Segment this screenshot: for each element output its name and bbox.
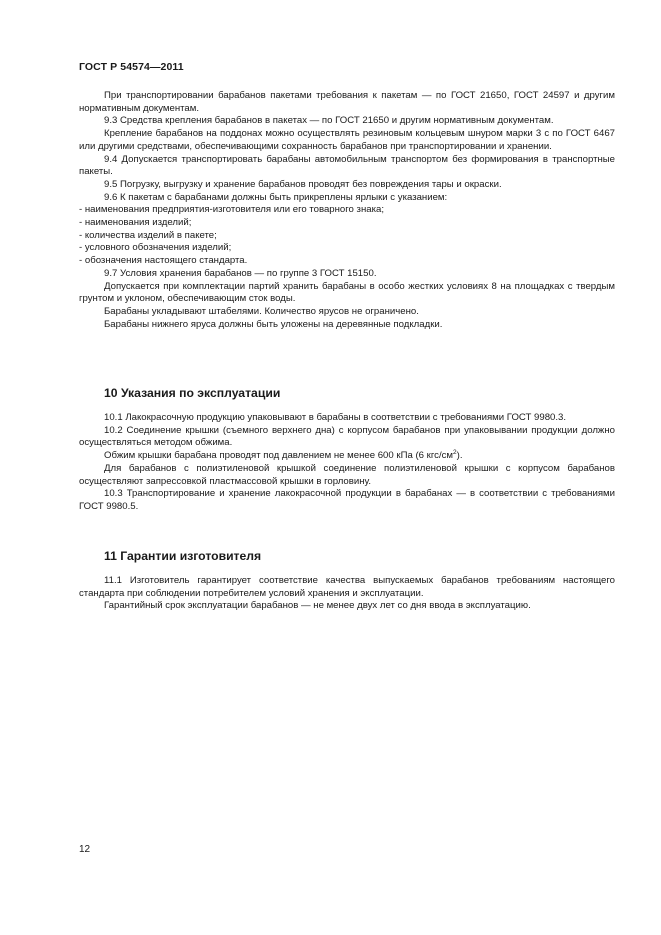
standard-header: ГОСТ Р 54574—2011 bbox=[79, 61, 184, 73]
paragraph: 10.2 Соединение крышки (съемного верхнего дна) с корпусом барабанов при упаковывании продукции должно осуществляться методом обжима. bbox=[79, 424, 615, 449]
paragraph: 11.1 Изготовитель гарантирует соответствие качества выпускаемых барабанов требованиям настоящего стандарта при соблюдении потребителем условий хранения и эксплуатации. bbox=[79, 575, 615, 599]
paragraph: 10.1 Лакокрасочную продукцию упаковывают в барабаны в соответствии с требованиями ГОСТ 9980.3. bbox=[104, 412, 567, 423]
paragraph bbox=[79, 450, 615, 463]
paragraph: Гарантийный срок эксплуатации барабанов — не менее двух лет со дня ввода в эксплуатацию. bbox=[104, 600, 531, 612]
paragraph: 9.5 Погрузку, выгрузку и хранение барабанов проводят без повреждения тары и окраски. bbox=[104, 178, 502, 190]
list-item: - обозначения настоящего стандарта. bbox=[79, 255, 248, 267]
paragraph: 10.3 Транспортирование и хранение лакокрасочной продукции в барабанах — в соответствии с требованиями ГОСТ 9980.5. bbox=[79, 488, 615, 512]
section-9-text bbox=[79, 90, 615, 331]
list-item: - наименования изделий; bbox=[79, 217, 192, 229]
paragraph: 9.6 К пакетам с барабанами должны быть прикреплены ярлыки с указанием: bbox=[104, 191, 448, 203]
paragraph: При транспортировании барабанов пакетами требования к пакетам — по ГОСТ 21650, ГОСТ 24597 и другим нормативным документам. bbox=[79, 90, 615, 114]
paragraph: 9.7 Условия хранения барабанов — по группе 3 ГОСТ 15150. bbox=[104, 267, 377, 279]
paragraph: Крепление барабанов на поддонах можно осуществлять резиновым кольцевым шнуром марки 3 с по ГОСТ 6467 или другими средствами, обеспечивающими сохранность барабанов при транспортировании и хранении. bbox=[79, 128, 615, 152]
paragraph: 9.3 Средства крепления барабанов в пакетах — по ГОСТ 21650 и другим нормативным документам. bbox=[104, 115, 554, 127]
paragraph: Барабаны укладывают штабелями. Количество ярусов не ограничено. bbox=[104, 305, 419, 317]
paragraph-text: Обжим крышки барабана проводят под давлением не менее 600 кПа (6 кгс/см bbox=[104, 450, 454, 462]
superscript: 2 bbox=[453, 448, 457, 456]
paragraph: Барабаны нижнего яруса должны быть уложены на деревянные подкладки. bbox=[104, 318, 443, 330]
paragraph-text: ). bbox=[456, 450, 463, 462]
section-11-heading: 11 Гарантии изготовителя bbox=[104, 549, 262, 563]
section-10-text bbox=[79, 412, 615, 514]
paragraph: Для барабанов с полиэтиленовой крышкой соединение полиэтиленовой крышки с корпусом барабанов осуществляют запрессовкой пластмассовой крышки в горловину. bbox=[79, 462, 615, 487]
page-number: 12 bbox=[79, 844, 91, 855]
list-item: - наименования предприятия-изготовителя или его товарного знака; bbox=[79, 204, 385, 216]
paragraph: 9.4 Допускается транспортировать барабаны автомобильным транспортом без формирования в транспортные пакеты. bbox=[79, 153, 615, 178]
section-10-heading: 10 Указания по эксплуатации bbox=[104, 386, 281, 400]
section-11-text bbox=[79, 575, 615, 613]
paragraph: Допускается при комплектации партий хранить барабаны в особо жестких условиях 8 на площадках с твердым грунтом и уклоном, обеспечивающим сток воды. bbox=[79, 280, 615, 305]
list-item: - количества изделий в пакете; bbox=[79, 229, 217, 241]
list-item: - условного обозначения изделий; bbox=[79, 242, 232, 254]
